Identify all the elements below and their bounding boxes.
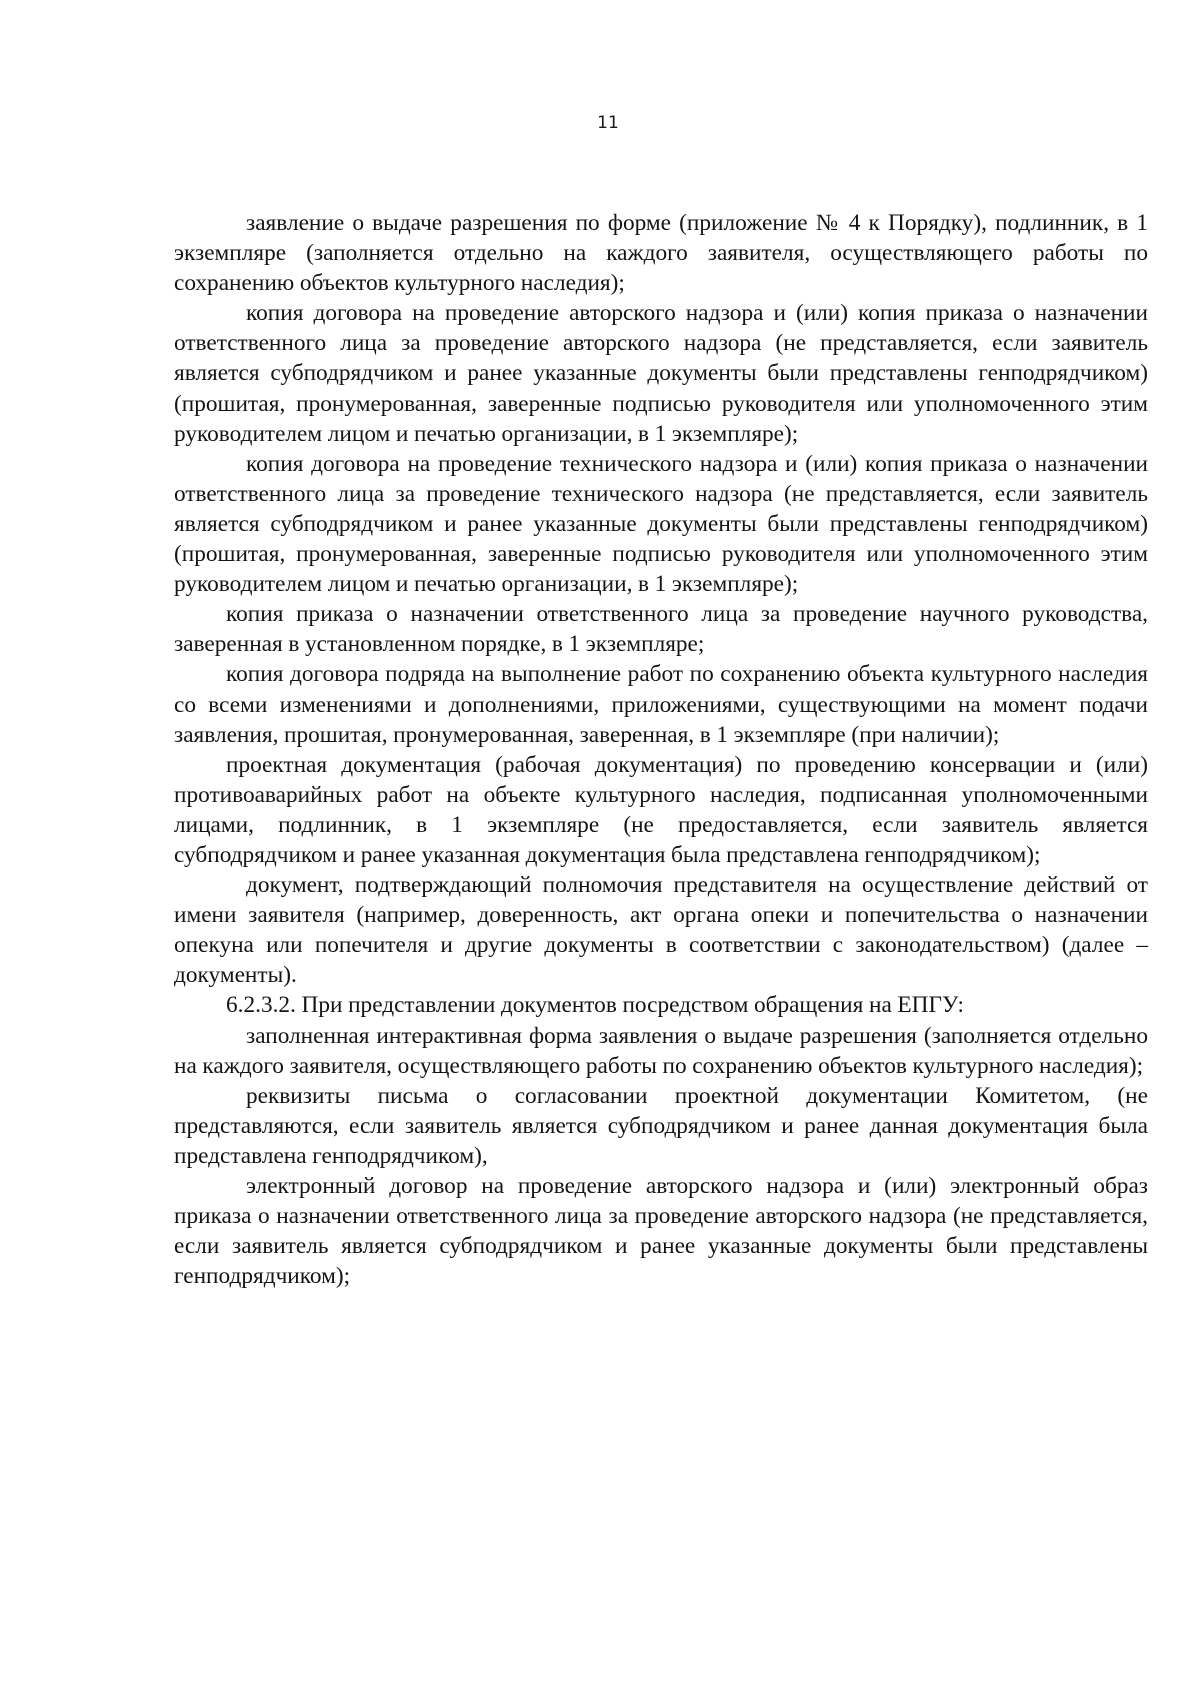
paragraph-project-documentation: проектная документация (рабочая документация) по проведению консервации и (или) противоаварийных работ на объекте культурного наследия, подписанная уполномоченными лицами, подлинник, в 1 экземпляре (не предоставляется, если заявитель является субподрядчиком и ранее указанная документация была представлена генподрядчиком); xyxy=(174,751,1148,868)
paragraph-electronic-contract: электронный договор на проведение авторского надзора и (или) электронный образ приказа о назначении ответственного лица за проведение авторского надзора (не представляется, если заявитель является субподрядчиком и ранее указанные документы были представлены генподрядчиком); xyxy=(174,1173,1148,1290)
paragraph-works-contract: копия договора подряда на выполнение работ по сохранению объекта культурного наследия со всеми изменениями и дополнениями, приложениями, существующими на момент подачи заявления, прошитая, пронумерованная, заверенная, в 1 экземпляре (при наличии); xyxy=(174,661,1148,748)
paragraph-section-6-2-3-2: 6.2.3.2. При представлении документов посредством обращения на ЕПГУ: xyxy=(226,992,965,1019)
paragraph-interactive-form: заполненная интерактивная форма заявления о выдаче разрешения (заполняется отдельно на каждого заявителя, осуществляющего работы по сохранению объектов культурного наследия); xyxy=(174,1022,1148,1079)
paragraph-technical-supervision-contract: копия договора на проведение технического надзора и (или) копия приказа о назначении ответственного лица за проведение технического надзора (не представляется, если заявитель является субподрядчиком и ранее указанные документы были представлены генподрядчиком) (прошитая, пронумерованная, заверенные подписью руководителя или уполномоченного этим руководителем лицом и печатью организации, в 1 экземпляре); xyxy=(174,450,1148,598)
page-number: 11 xyxy=(597,113,619,133)
paragraph-scientific-supervision-order: копия приказа о назначении ответственного лица за проведение научного руководства, заверенная в установленном порядке, в 1 экземпляре; xyxy=(174,601,1148,658)
paragraph-representative-authority: документ, подтверждающий полномочия представителя на осуществление действий от имени заявителя (например, доверенность, акт органа опеки и попечительства о назначении опекуна или попечителя и другие документы в соответствии с законодательством) (далее – документы). xyxy=(174,872,1148,989)
document-body xyxy=(174,208,1148,1291)
paragraph-author-supervision-contract: копия договора на проведение авторского надзора и (или) копия приказа о назначении ответственного лица за проведение авторского надзора (не представляется, если заявитель является субподрядчиком и ранее указанные документы были представлены генподрядчиком) (прошитая, пронумерованная, заверенные подписью руководителя или уполномоченного этим руководителем лицом и печатью организации, в 1 экземпляре); xyxy=(174,300,1148,447)
paragraph-application-form: заявление о выдаче разрешения по форме (приложение № 4 к Порядку), подлинник, в 1 экземпляре (заполняется отдельно на каждого заявителя, осуществляющего работы по сохранению объектов культурного наследия); xyxy=(174,210,1148,297)
paragraph-approval-letter-details: реквизиты письма о согласовании проектной документации Комитетом, (не представляются, если заявитель является субподрядчиком и ранее данная документация была представлена генподрядчиком), xyxy=(174,1082,1148,1169)
